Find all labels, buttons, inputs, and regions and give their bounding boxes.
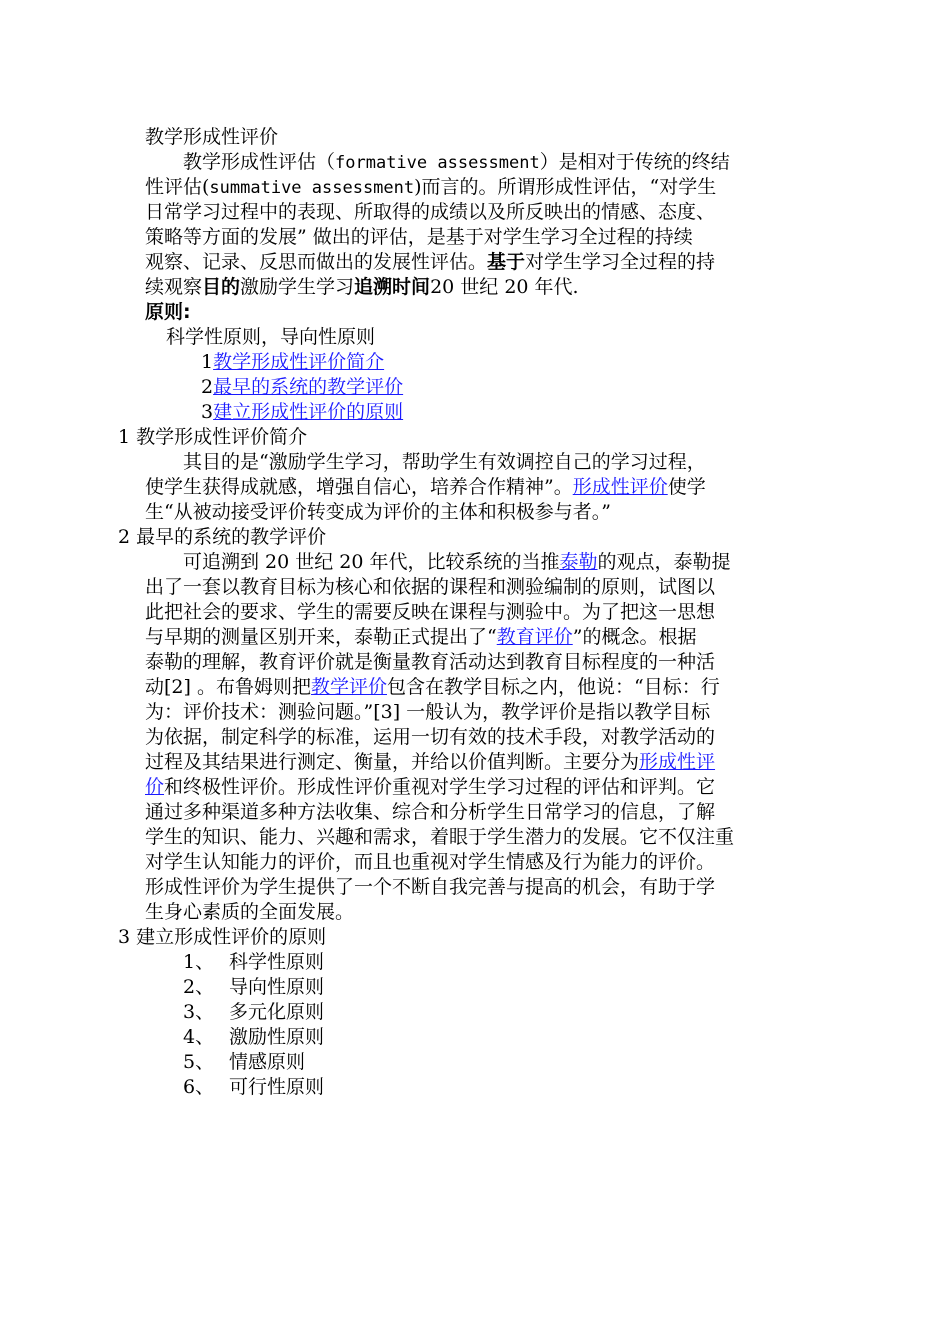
principle-text: 科学性原则，导向性原则 (166, 326, 376, 348)
text: )而言的。所谓形成性评估，“对学生 (414, 176, 717, 198)
intro-line-3: 日常学习过程中的表现、所取得的成绩以及所反映出的情感、态度、 (145, 201, 716, 223)
text: 激励学生学习 (240, 276, 355, 298)
list-label: 导向性原则 (229, 976, 325, 998)
text: 可追溯到 20 世纪 20 年代，比较系统的当推 (183, 551, 560, 573)
principle-list-item (183, 1000, 324, 1024)
s2-line-4 (145, 625, 696, 649)
toc-item-1 (201, 350, 384, 374)
list-label: 科学性原则 (229, 951, 325, 973)
principle-list-item (183, 1025, 324, 1049)
list-label: 情感原则 (229, 1051, 306, 1073)
toc-number: 1 (201, 351, 214, 373)
toc-link-intro[interactable]: 教学形成性评价简介 (213, 351, 385, 373)
bold-term: 追溯时间 (354, 276, 431, 298)
intro-line-4: 策略等方面的发展” 做出的评估，是基于对学生学习全过程的持续 (145, 226, 693, 248)
doc-title: 教学形成性评价 (145, 126, 279, 148)
link-tyler[interactable]: 泰勒 (559, 551, 598, 573)
list-number: 6、 (183, 1076, 215, 1098)
principle-list-item (183, 1050, 305, 1074)
section-3-heading: 3 建立形成性评价的原则 (118, 926, 327, 948)
link-formative-eval-2-cont[interactable]: 价 (145, 776, 165, 798)
text: ）是相对于传统的终结 (539, 151, 730, 173)
text: 包含在教学目标之内，他说：“目标：行 (386, 676, 720, 698)
list-label: 可行性原则 (229, 1076, 325, 1098)
term-summative: summative assessment (209, 178, 415, 198)
toc-item-3 (201, 400, 403, 424)
s2-line-9 (145, 750, 715, 774)
s2-line-3: 此把社会的要求、学生的需要反映在课程与测验中。为了把这一思想 (145, 601, 716, 623)
s2-line-14: 形成性评价为学生提供了一个不断自我完善与提高的机会，有助于学 (145, 876, 716, 898)
text: 教学形成性评估（ (183, 151, 336, 173)
s2-line-8: 为依据，制定科学的标准，运用一切有效的技术手段，对教学活动的 (145, 726, 716, 748)
list-number: 5、 (183, 1051, 215, 1073)
intro-line-1 (183, 150, 730, 174)
text: 过程及其结果进行测定、衡量，并给以价值判断。主要分为 (145, 751, 640, 773)
list-number: 3、 (183, 1001, 215, 1023)
s2-line-11: 通过多种渠道多种方法收集、综合和分析学生日常学习的信息，了解 (145, 801, 716, 823)
s2-line-7: 为：评价技术：测验问题。”[3] 一般认为，教学评价是指以教学目标 (145, 701, 711, 723)
s2-line-10 (145, 775, 715, 799)
section-1-heading: 1 教学形成性评价简介 (118, 426, 308, 448)
principle-list-item (183, 950, 324, 974)
s2-line-13: 对学生认知能力的评价，而且也重视对学生情感及行为能力的评价。 (145, 851, 716, 873)
toc-link-principles[interactable]: 建立形成性评价的原则 (213, 401, 404, 423)
s2-line-1 (183, 550, 731, 574)
text: 对学生学习全过程的持 (525, 251, 716, 273)
s1-line-3: 生“从被动接受评价转变成为评价的主体和积极参与者。” (145, 501, 611, 523)
bold-term: 基于 (487, 251, 526, 273)
list-number: 2、 (183, 976, 215, 998)
toc-item-2 (201, 375, 403, 399)
text: 动[2] 。布鲁姆则把 (145, 676, 311, 698)
section-2-heading: 2 最早的系统的教学评价 (118, 526, 327, 548)
text: 与早期的测量区别开来，泰勒正式提出了“ (145, 626, 497, 648)
s2-line-6 (145, 675, 720, 699)
s1-line-2 (145, 475, 706, 499)
principle-list-item (183, 1075, 324, 1099)
toc-number: 2 (201, 376, 214, 398)
s2-line-15: 生身心素质的全面发展。 (145, 901, 355, 923)
s2-line-5: 泰勒的理解，教育评价就是衡量教育活动达到教育目标程度的一种活 (145, 651, 716, 673)
link-teaching-eval[interactable]: 教学评价 (310, 676, 387, 698)
link-formative-eval[interactable]: 形成性评价 (572, 476, 668, 498)
intro-line-6 (145, 275, 579, 299)
s1-line-1: 其目的是“激励学生学习，帮助学生有效调控自己的学习过程， (183, 451, 706, 473)
principle-label: 原则: (145, 301, 191, 323)
text: 使学生获得成就感，增强自信心，培养合作精神”。 (145, 476, 573, 498)
text: 续观察 (145, 276, 203, 298)
toc-link-earliest[interactable]: 最早的系统的教学评价 (213, 376, 404, 398)
text: 的观点，泰勒提 (597, 551, 731, 573)
list-label: 多元化原则 (229, 1001, 325, 1023)
text: ”的概念。根据 (572, 626, 697, 648)
s2-line-12: 学生的知识、能力、兴趣和需求，着眼于学生潜力的发展。它不仅注重 (145, 826, 735, 848)
text: 观察、记录、反思而做出的发展性评估。 (145, 251, 488, 273)
principle-list-item (183, 975, 324, 999)
list-number: 4、 (183, 1026, 215, 1048)
intro-line-5 (145, 250, 715, 274)
text: 使学 (667, 476, 706, 498)
link-education-eval[interactable]: 教育评价 (496, 626, 573, 648)
s2-line-2: 出了一套以教育目标为核心和依据的课程和测验编制的原则，试图以 (145, 576, 716, 598)
bold-term: 目的 (202, 276, 241, 298)
toc-number: 3 (201, 401, 214, 423)
term-formative: formative assessment (335, 153, 540, 173)
link-formative-eval-2[interactable]: 形成性评 (639, 751, 716, 773)
text: 和终极性评价。形成性评价重视对学生学习过程的评估和评判。它 (164, 776, 716, 798)
list-label: 激励性原则 (229, 1026, 325, 1048)
list-number: 1、 (183, 951, 215, 973)
text: 20 世纪 20 年代. (430, 276, 579, 298)
text: 性评估( (145, 176, 210, 198)
intro-line-2 (145, 175, 716, 199)
